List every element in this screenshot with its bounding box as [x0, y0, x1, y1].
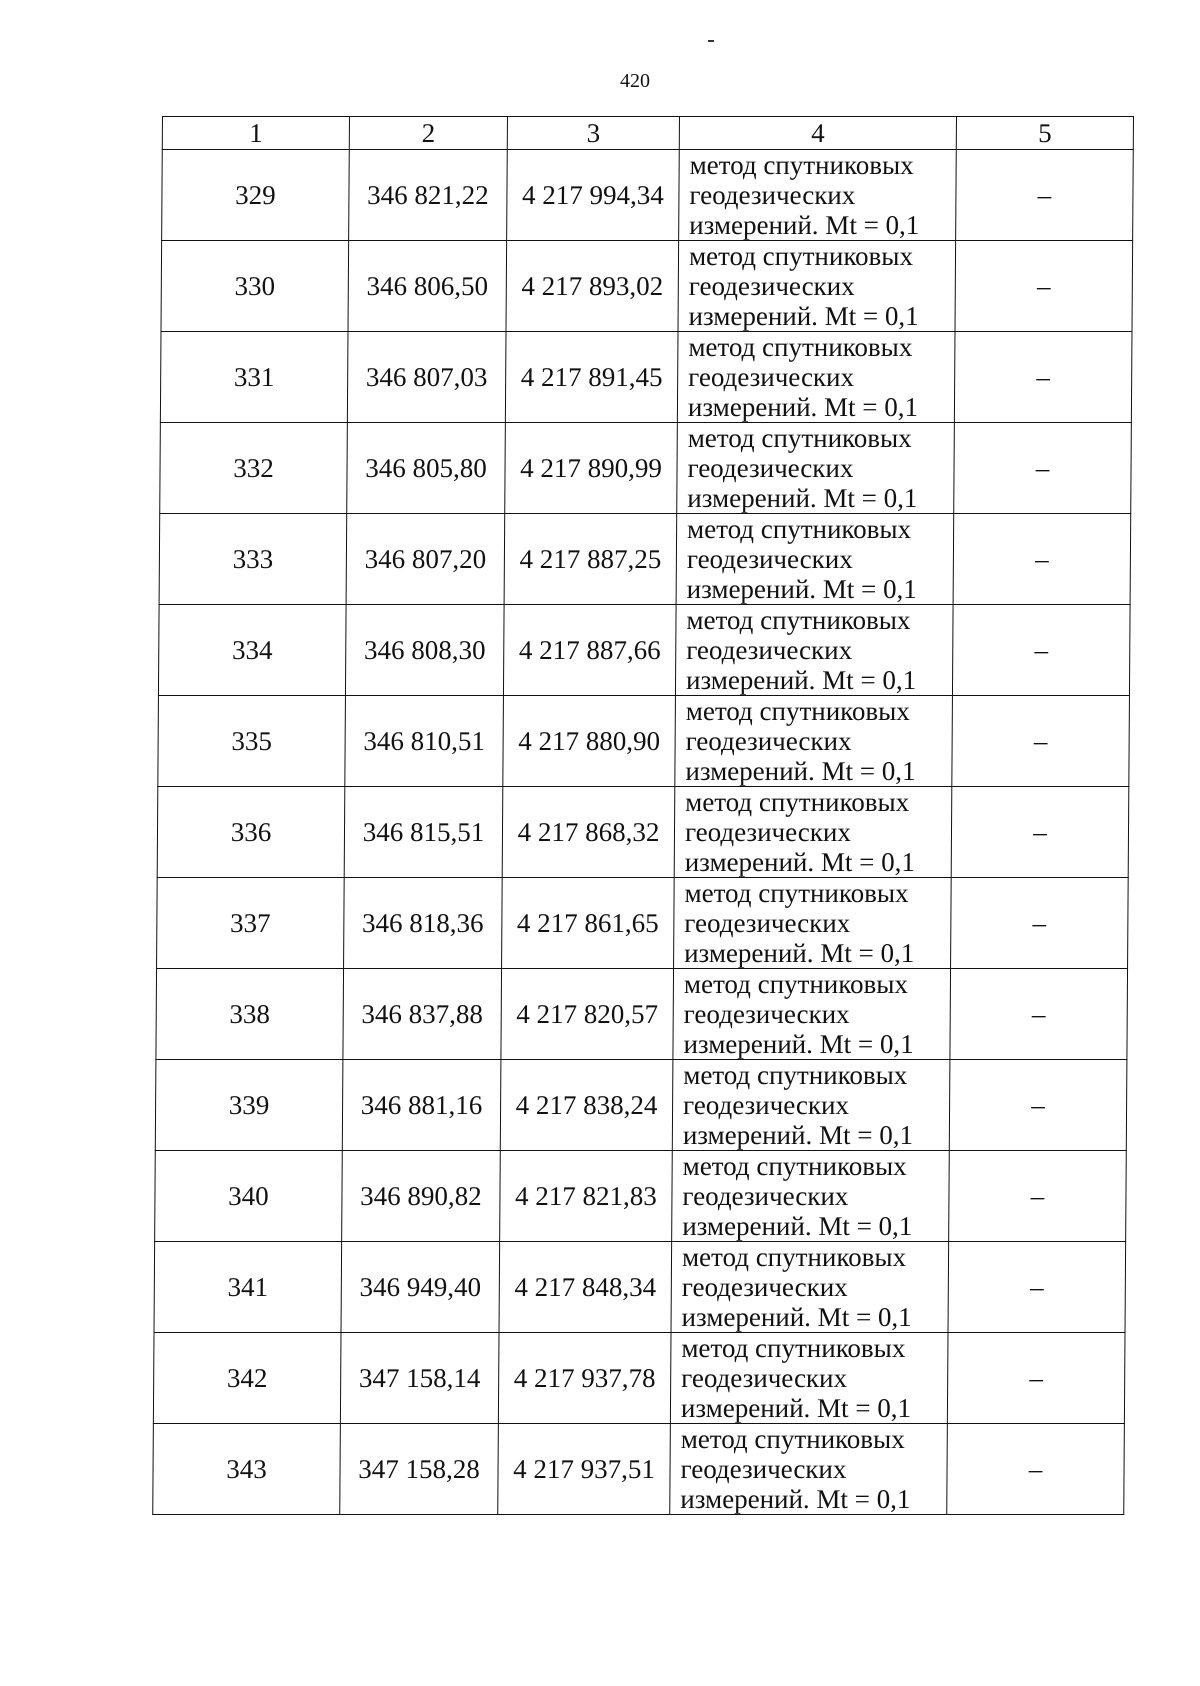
- x-coordinate-cell: 346 810,51: [345, 696, 504, 787]
- note-cell: –: [954, 332, 1132, 423]
- method-line: геодезических: [687, 453, 854, 483]
- method-line: измерений. Mt = 0,1: [684, 938, 915, 968]
- point-number-cell: 330: [161, 241, 349, 332]
- point-number-cell: 338: [156, 969, 344, 1060]
- method-line: измерений. Mt = 0,1: [686, 574, 917, 604]
- x-coordinate-cell: 346 808,30: [345, 605, 504, 696]
- method-line: метод спутниковых: [681, 1242, 907, 1272]
- method-cell: [672, 1151, 950, 1242]
- method-line: измерений. Mt = 0,1: [681, 1302, 912, 1332]
- y-coordinate-cell: 4 217 994,34: [507, 150, 680, 241]
- point-number-cell: 337: [157, 878, 345, 969]
- table-row: [155, 1151, 1127, 1242]
- method-line: метод спутниковых: [682, 1151, 907, 1181]
- y-coordinate-cell: 4 217 891,45: [505, 332, 678, 423]
- x-coordinate-cell: 346 815,51: [344, 787, 503, 878]
- method-line: метод спутниковых: [686, 605, 911, 635]
- table-row: [161, 241, 1133, 332]
- point-number-cell: 339: [155, 1060, 343, 1151]
- y-coordinate-cell: 4 217 838,24: [500, 1060, 673, 1151]
- note-cell: –: [951, 878, 1129, 969]
- method-line: геодезических: [688, 271, 855, 301]
- x-coordinate-cell: 346 837,88: [343, 969, 502, 1060]
- table-row: [162, 150, 1134, 241]
- method-line: метод спутниковых: [683, 969, 909, 999]
- method-line: метод спутниковых: [689, 150, 914, 180]
- method-line: метод спутниковых: [685, 787, 910, 817]
- method-line: геодезических: [686, 635, 853, 665]
- column-header: 5: [956, 117, 1133, 150]
- y-coordinate-cell: 4 217 868,32: [502, 787, 675, 878]
- point-number-cell: 343: [153, 1424, 341, 1515]
- column-header: 3: [507, 117, 679, 150]
- method-line: измерений. Mt = 0,1: [683, 1029, 914, 1059]
- table-row: [153, 1424, 1125, 1515]
- scan-mark: [708, 40, 714, 42]
- method-cell: [671, 1242, 949, 1333]
- note-cell: –: [949, 1151, 1127, 1242]
- method-cell: [677, 423, 955, 514]
- y-coordinate-cell: 4 217 861,65: [502, 878, 675, 969]
- note-cell: –: [955, 241, 1133, 332]
- column-header: 1: [162, 117, 349, 150]
- method-cell: [673, 969, 951, 1060]
- method-line: измерений. Mt = 0,1: [682, 1120, 914, 1150]
- point-number-cell: 335: [158, 696, 346, 787]
- method-line: геодезических: [683, 999, 850, 1029]
- note-cell: –: [952, 605, 1130, 696]
- note-cell: –: [947, 1333, 1125, 1424]
- table-row: [155, 1060, 1127, 1151]
- y-coordinate-cell: 4 217 821,83: [500, 1151, 673, 1242]
- method-line: метод спутниковых: [688, 241, 914, 271]
- coordinates-table: [152, 116, 1134, 1515]
- method-cell: [679, 150, 957, 241]
- method-line: метод спутниковых: [684, 878, 909, 908]
- x-coordinate-cell: 346 949,40: [341, 1242, 500, 1333]
- note-cell: –: [950, 969, 1128, 1060]
- x-coordinate-cell: 346 807,03: [347, 332, 506, 423]
- method-line: измерений. Mt = 0,1: [685, 665, 917, 695]
- note-cell: –: [953, 514, 1131, 605]
- y-coordinate-cell: 4 217 937,78: [498, 1333, 671, 1424]
- method-line: геодезических: [689, 180, 856, 210]
- x-coordinate-cell: 346 821,22: [349, 150, 508, 241]
- x-coordinate-cell: 346 806,50: [348, 241, 507, 332]
- point-number-cell: 334: [158, 605, 346, 696]
- method-cell: [670, 1424, 948, 1515]
- method-cell: [678, 241, 956, 332]
- column-header: 2: [349, 117, 507, 150]
- note-cell: –: [947, 1424, 1125, 1515]
- y-coordinate-cell: 4 217 893,02: [506, 241, 679, 332]
- method-line: метод спутниковых: [683, 1060, 908, 1090]
- page-number: 420: [620, 70, 650, 92]
- table-header-row: [162, 117, 1133, 150]
- method-line: геодезических: [680, 1454, 847, 1484]
- method-line: геодезических: [681, 1363, 848, 1393]
- method-line: измерений. Mt = 0,1: [689, 210, 920, 240]
- method-line: метод спутниковых: [681, 1333, 906, 1363]
- method-line: геодезических: [688, 362, 855, 392]
- table-row: [157, 787, 1129, 878]
- x-coordinate-cell: 346 818,36: [344, 878, 503, 969]
- point-number-cell: 342: [153, 1333, 341, 1424]
- table-row: [159, 514, 1131, 605]
- point-number-cell: 340: [155, 1151, 343, 1242]
- table-body: [153, 150, 1134, 1515]
- method-cell: [672, 1060, 950, 1151]
- method-cell: [677, 332, 955, 423]
- method-cell: [674, 787, 952, 878]
- method-line: геодезических: [686, 544, 853, 574]
- method-cell: [676, 514, 954, 605]
- note-cell: –: [954, 423, 1132, 514]
- x-coordinate-cell: 347 158,28: [340, 1424, 499, 1515]
- method-line: геодезических: [684, 817, 851, 847]
- method-line: измерений. Mt = 0,1: [688, 301, 919, 331]
- method-line: геодезических: [682, 1181, 849, 1211]
- note-cell: –: [956, 150, 1134, 241]
- y-coordinate-cell: 4 217 848,34: [499, 1242, 672, 1333]
- method-cell: [675, 605, 953, 696]
- x-coordinate-cell: 347 158,14: [340, 1333, 499, 1424]
- method-line: геодезических: [681, 1272, 848, 1302]
- point-number-cell: 341: [154, 1242, 342, 1333]
- table-row: [158, 605, 1130, 696]
- column-header: 4: [679, 117, 956, 150]
- method-line: измерений. Mt = 0,1: [682, 1211, 913, 1241]
- x-coordinate-cell: 346 890,82: [342, 1151, 501, 1242]
- point-number-cell: 331: [160, 332, 348, 423]
- method-line: метод спутниковых: [680, 1424, 905, 1454]
- method-line: геодезических: [684, 908, 851, 938]
- table-row: [154, 1242, 1126, 1333]
- y-coordinate-cell: 4 217 820,57: [501, 969, 674, 1060]
- x-coordinate-cell: 346 805,80: [347, 423, 506, 514]
- method-line: измерений. Mt = 0,1: [687, 483, 918, 513]
- method-line: измерений. Mt = 0,1: [680, 1484, 911, 1514]
- method-line: геодезических: [685, 726, 852, 756]
- y-coordinate-cell: 4 217 880,90: [503, 696, 676, 787]
- table-row: [156, 969, 1128, 1060]
- note-cell: –: [951, 787, 1129, 878]
- method-cell: [674, 878, 952, 969]
- method-line: геодезических: [682, 1090, 850, 1120]
- table-row: [160, 423, 1132, 514]
- note-cell: –: [952, 696, 1130, 787]
- y-coordinate-cell: 4 217 937,51: [498, 1424, 671, 1515]
- point-number-cell: 332: [160, 423, 348, 514]
- y-coordinate-cell: 4 217 890,99: [505, 423, 678, 514]
- method-line: метод спутниковых: [685, 696, 910, 726]
- y-coordinate-cell: 4 217 887,25: [504, 514, 677, 605]
- point-number-cell: 329: [162, 150, 350, 241]
- method-line: измерений. Mt = 0,1: [685, 756, 916, 786]
- point-number-cell: 336: [157, 787, 345, 878]
- method-cell: [675, 696, 953, 787]
- table-row: [157, 878, 1129, 969]
- table-row: [153, 1333, 1125, 1424]
- x-coordinate-cell: 346 881,16: [342, 1060, 501, 1151]
- method-line: метод спутниковых: [687, 423, 912, 453]
- method-line: метод спутниковых: [688, 332, 913, 362]
- x-coordinate-cell: 346 807,20: [346, 514, 505, 605]
- table-row: [160, 332, 1132, 423]
- point-number-cell: 333: [159, 514, 347, 605]
- note-cell: –: [949, 1060, 1127, 1151]
- method-line: измерений. Mt = 0,1: [687, 392, 919, 422]
- method-line: измерений. Mt = 0,1: [680, 1393, 912, 1423]
- method-line: метод спутниковых: [687, 514, 912, 544]
- method-cell: [670, 1333, 948, 1424]
- y-coordinate-cell: 4 217 887,66: [503, 605, 676, 696]
- method-line: измерений. Mt = 0,1: [684, 847, 916, 877]
- note-cell: –: [948, 1242, 1126, 1333]
- table-row: [158, 696, 1130, 787]
